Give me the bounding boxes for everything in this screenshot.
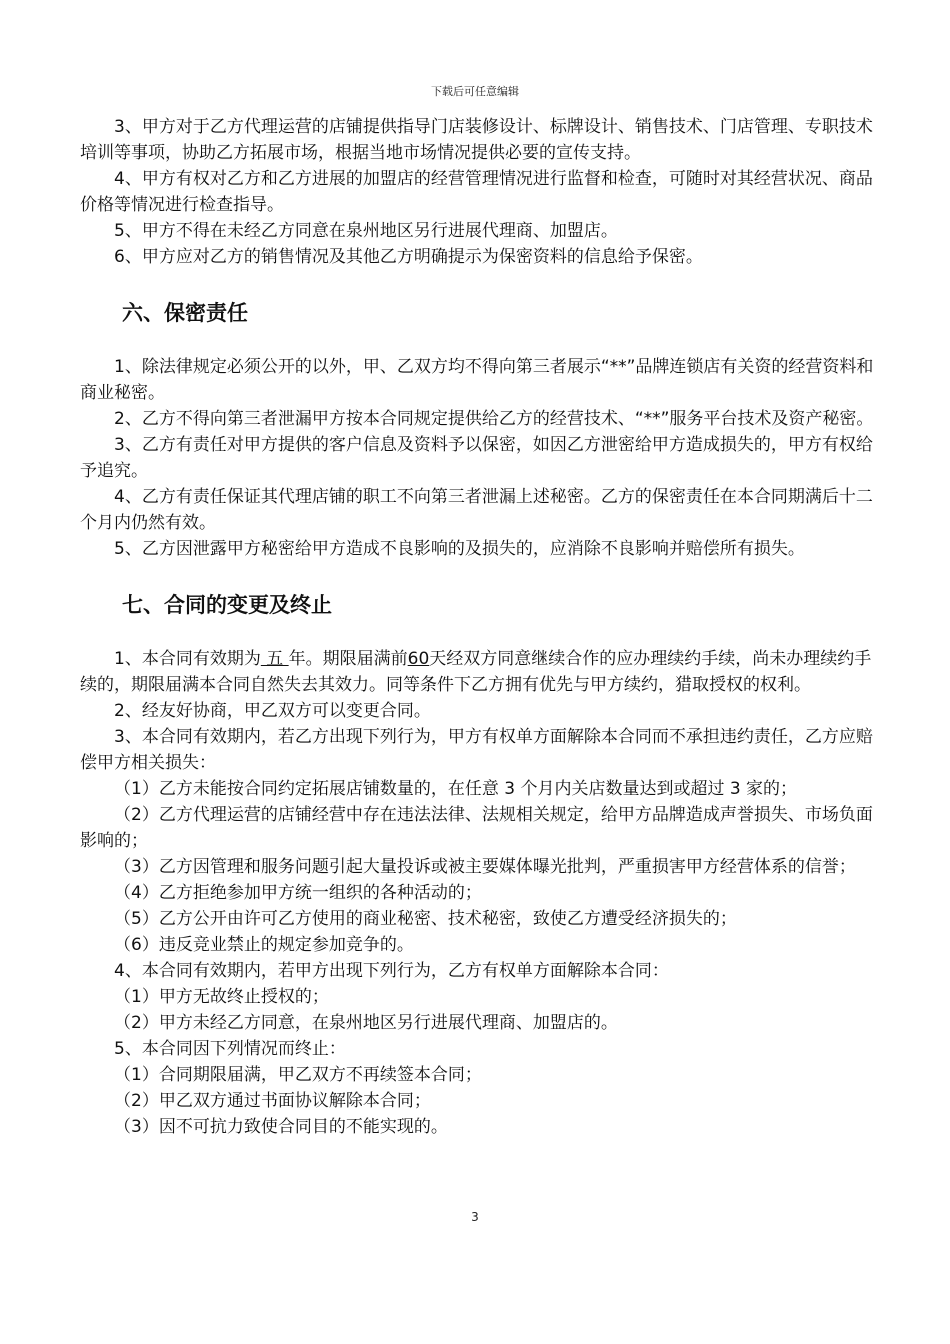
clause-7-4-2: （2）甲方未经乙方同意，在泉州地区另行进展代理商、加盟店的。 — [114, 1013, 618, 1033]
section6-heading: 六、保密责任 — [122, 301, 248, 325]
clause-7-5-2: （2）甲乙双方通过书面协议解除本合同； — [114, 1091, 431, 1111]
clause-6-5: 5、乙方因泄露甲方秘密给甲方造成不良影响的及损失的，应消除不良影响并赔偿所有损失。 — [114, 539, 805, 559]
section6-body — [80, 354, 880, 562]
clause-7-1-suffix: 天经双方同意继续合作的应办理续约手续，尚未办理续约手续的，期限届满本合同自然失去其效力。同等条件下乙方拥有优先与甲方续约，猎取授权的权利。 — [80, 649, 872, 695]
clause-7-3-1: （1）乙方未能按合同约定拓展店铺数量的，在任意 3 个月内关店数量达到或超过 3 家的； — [114, 779, 798, 799]
clause-5-4: 4、甲方有权对乙方和乙方进展的加盟店的经营管理情况进行监督和检查，可随时对其经营状况、商品价格等情况进行检查指导。 — [80, 169, 873, 215]
clause-7-5-1: （1）合同期限届满，甲乙双方不再续签本合同； — [114, 1065, 482, 1085]
clause-7-5-3: （3）因不可抗力致使合同目的不能实现的。 — [114, 1117, 448, 1137]
clause-7-3-5: （5）乙方公开由许可乙方使用的商业秘密、技术秘密，致使乙方遭受经济损失的； — [114, 909, 737, 929]
clause-7-5: 5、本合同因下列情况而终止： — [114, 1039, 346, 1059]
clause-5-5: 5、甲方不得在未经乙方同意在泉州地区另行进展代理商、加盟店。 — [114, 221, 618, 241]
header-note: 下载后可任意编辑 — [431, 85, 519, 98]
section7-heading: 七、合同的变更及终止 — [122, 593, 332, 617]
section5-continued — [80, 114, 880, 270]
clause-7-1 — [80, 646, 880, 698]
clause-5-6: 6、甲方应对乙方的销售情况及其他乙方明确提示为保密资料的信息给予保密。 — [114, 247, 703, 267]
clause-7-1-prefix: 1、本合同有效期为 — [114, 649, 261, 669]
clause-7-3-3: （3）乙方因管理和服务问题引起大量投诉或被主要媒体曝光批判，严重损害甲方经营体系的信誉； — [114, 857, 856, 877]
contract-term-value: 五 — [260, 649, 289, 669]
section7-body — [80, 646, 880, 1140]
clause-7-3-6: （6）违反竞业禁止的规定参加竞争的。 — [114, 935, 414, 955]
clause-6-2: 2、乙方不得向第三者泄漏甲方按本合同规定提供给乙方的经营技术、“**”服务平台技术及资产秘密。 — [114, 409, 874, 429]
clause-7-3-2: （2）乙方代理运营的店铺经营中存在违法法律、法规相关规定，给甲方品牌造成声誉损失、市场负面影响的； — [80, 805, 873, 851]
clause-6-4: 4、乙方有责任保证其代理店铺的职工不向第三者泄漏上述秘密。乙方的保密责任在本合同期满后十二个月内仍然有效。 — [80, 487, 873, 533]
clause-7-4: 4、本合同有效期内，若甲方出现下列行为，乙方有权单方面解除本合同： — [114, 961, 669, 981]
document-body — [80, 114, 880, 1140]
clause-6-1: 1、除法律规定必须公开的以外，甲、乙双方均不得向第三者展示“**”品牌连锁店有关资的经营资料和商业秘密。 — [80, 357, 874, 403]
clause-7-3: 3、本合同有效期内，若乙方出现下列行为，甲方有权单方面解除本合同而不承担违约责任，乙方应赔偿甲方相关损失： — [80, 727, 873, 773]
clause-7-4-1: （1）甲方无故终止授权的； — [114, 987, 329, 1007]
page-number: 3 — [471, 1210, 479, 1224]
notice-days-value: 60 — [407, 649, 430, 669]
clause-7-1-mid: 年。期限届满前 — [288, 649, 408, 669]
clause-7-2: 2、经友好协商，甲乙双方可以变更合同。 — [114, 701, 431, 721]
clause-7-3-4: （4）乙方拒绝参加甲方统一组织的各种活动的； — [114, 883, 482, 903]
clause-6-3: 3、乙方有责任对甲方提供的客户信息及资料予以保密，如因乙方泄密给甲方造成损失的，甲方有权给予追究。 — [80, 435, 873, 481]
clause-5-3: 3、甲方对于乙方代理运营的店铺提供指导门店装修设计、标牌设计、销售技术、门店管理、专职技术培训等事项，协助乙方拓展市场，根据当地市场情况提供必要的宣传支持。 — [80, 117, 873, 163]
